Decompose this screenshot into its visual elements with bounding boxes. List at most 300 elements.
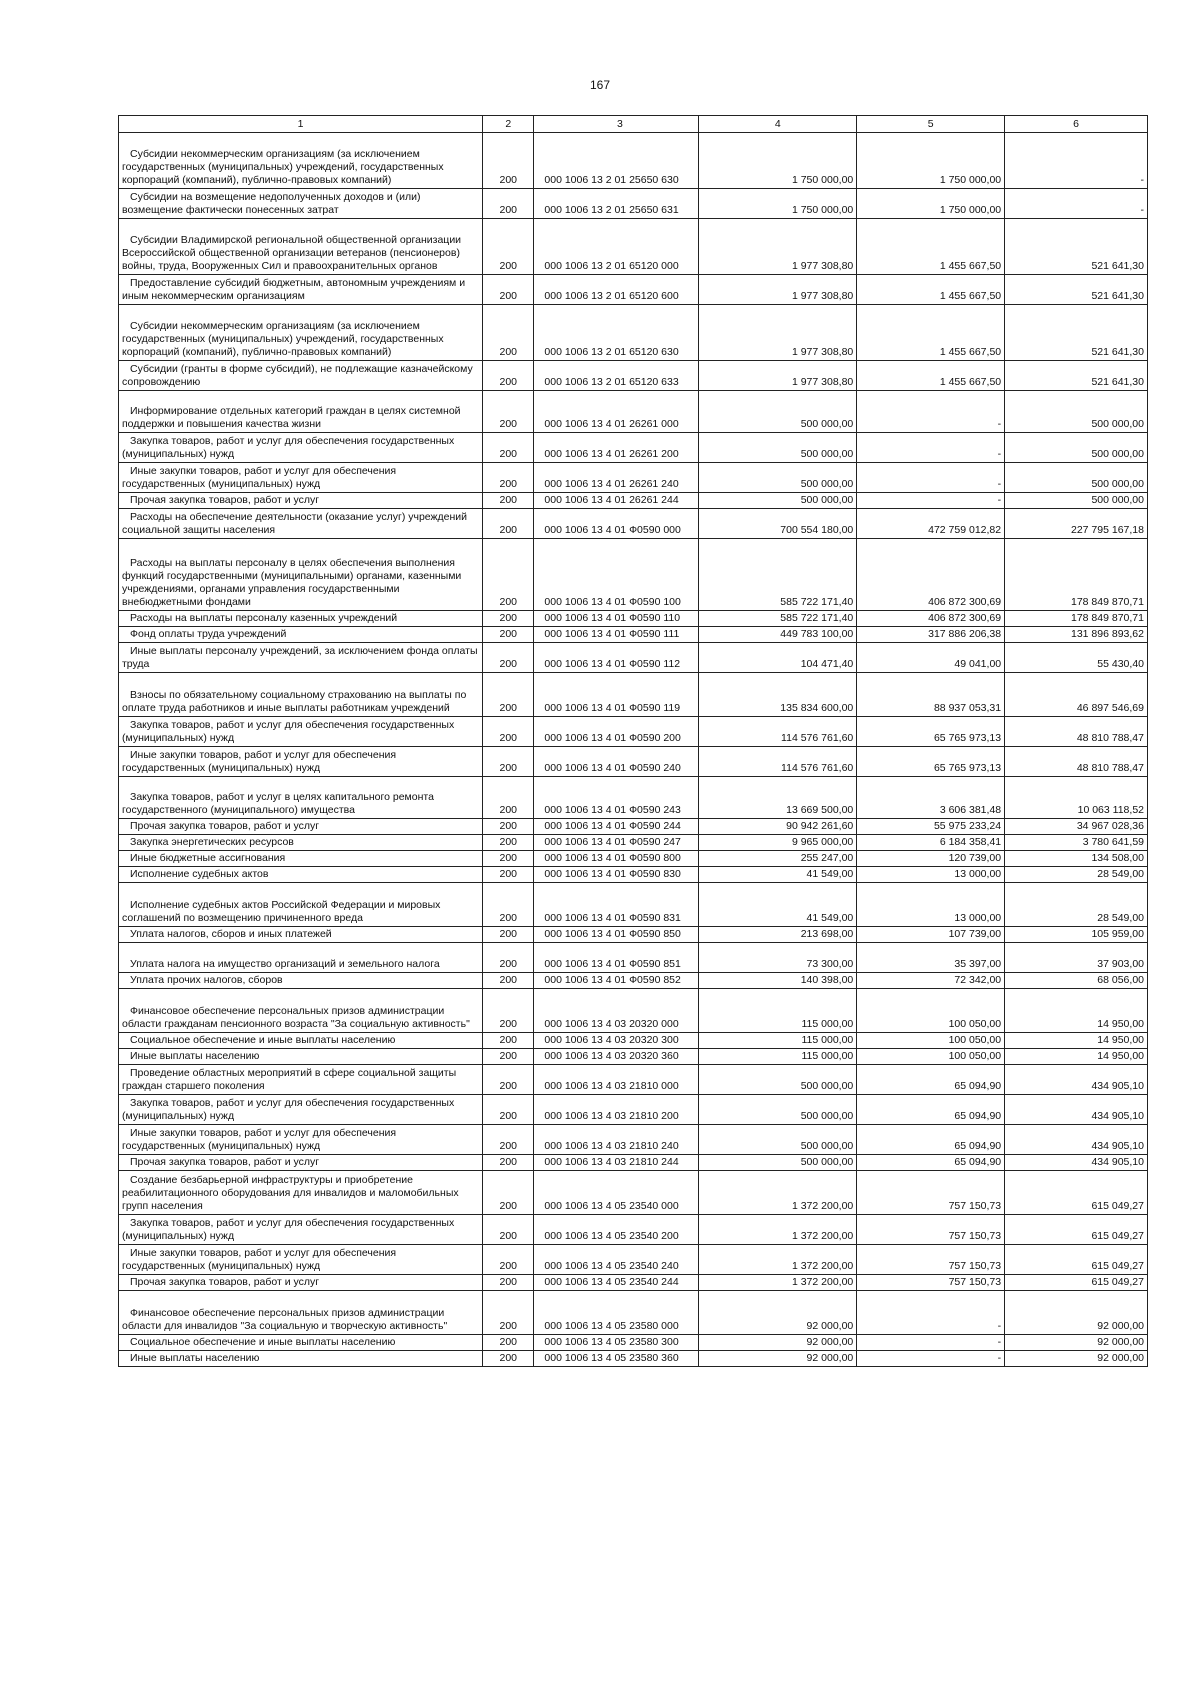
row-approved-cell: 500 000,00 xyxy=(699,1125,857,1155)
row-line-code-cell: 200 xyxy=(483,433,534,463)
row-unexecuted-cell: 10 063 118,52 xyxy=(1005,777,1148,819)
row-unexecuted-cell: 615 049,27 xyxy=(1005,1171,1148,1215)
row-name-cell xyxy=(119,1215,483,1245)
row-name-cell xyxy=(119,133,483,189)
row-name-text: Субсидии Владимирской региональной общественной организации Всероссийской общественной организации ветеранов (пенсионеров) войны, труда, Вооруженных Сил и правоохранительных органов xyxy=(122,234,462,272)
row-name-text: Предоставление субсидий бюджетным, автономным учреждениям и иным некоммерческим организациям xyxy=(122,277,466,302)
row-name-cell xyxy=(119,611,483,627)
row-name-text: Иные выплаты населению xyxy=(130,1050,260,1062)
row-unexecuted-cell: 28 549,00 xyxy=(1005,867,1148,883)
row-executed-cell: 757 150,73 xyxy=(857,1215,1005,1245)
row-approved-cell: 1 372 200,00 xyxy=(699,1275,857,1291)
row-name-text: Уплата прочих налогов, сборов xyxy=(130,974,283,986)
row-line-code-cell: 200 xyxy=(483,973,534,989)
row-name-cell xyxy=(119,673,483,717)
row-name-cell xyxy=(119,433,483,463)
row-budget-code-cell: 000 1006 13 4 01 Ф0590 243 xyxy=(534,777,699,819)
row-budget-code-cell: 000 1006 13 4 01 Ф0590 119 xyxy=(534,673,699,717)
row-name-cell xyxy=(119,1125,483,1155)
row-name-cell xyxy=(119,1095,483,1125)
row-executed-cell: 65 094,90 xyxy=(857,1155,1005,1171)
row-name-cell xyxy=(119,973,483,989)
row-approved-cell: 135 834 600,00 xyxy=(699,673,857,717)
row-name-text: Иные выплаты персоналу учреждений, за исключением фонда оплаты труда xyxy=(122,645,478,670)
row-line-code-cell: 200 xyxy=(483,1335,534,1351)
row-unexecuted-cell: 521 641,30 xyxy=(1005,219,1148,275)
row-name-text: Субсидии некоммерческим организациям (за исключением государственных (муниципальных) учреждений, государственных корпораций (компаний), публично-правовых компаний) xyxy=(122,320,444,358)
row-name-text: Прочая закупка товаров, работ и услуг xyxy=(130,494,320,506)
table-row xyxy=(119,777,1148,819)
row-unexecuted-cell: 178 849 870,71 xyxy=(1005,539,1148,611)
row-name-cell xyxy=(119,189,483,219)
row-line-code-cell: 200 xyxy=(483,1125,534,1155)
row-name-cell xyxy=(119,1155,483,1171)
row-executed-cell: 88 937 053,31 xyxy=(857,673,1005,717)
row-line-code-cell: 200 xyxy=(483,275,534,305)
row-approved-cell: 9 965 000,00 xyxy=(699,835,857,851)
table-row xyxy=(119,219,1148,275)
column-header-3: 3 xyxy=(534,116,699,133)
row-budget-code-cell: 000 1006 13 4 01 Ф0590 112 xyxy=(534,643,699,673)
row-name-cell xyxy=(119,627,483,643)
row-line-code-cell: 200 xyxy=(483,673,534,717)
row-budget-code-cell: 000 1006 13 4 03 21810 000 xyxy=(534,1065,699,1095)
row-budget-code-cell: 000 1006 13 4 05 23540 240 xyxy=(534,1245,699,1275)
table-row xyxy=(119,627,1148,643)
row-name-text: Расходы на выплаты персоналу в целях обеспечения выполнения функций государственными (муниципальными) органами, казенными учреждениями, органами управления государственными внебюджетными фондами xyxy=(122,557,462,608)
table-row xyxy=(119,819,1148,835)
row-line-code-cell: 200 xyxy=(483,835,534,851)
row-line-code-cell: 200 xyxy=(483,1215,534,1245)
row-name-cell xyxy=(119,927,483,943)
row-unexecuted-cell: 434 905,10 xyxy=(1005,1065,1148,1095)
row-unexecuted-cell: 131 896 893,62 xyxy=(1005,627,1148,643)
row-unexecuted-cell: 434 905,10 xyxy=(1005,1125,1148,1155)
row-name-text: Социальное обеспечение и иные выплаты населению xyxy=(130,1034,396,1046)
row-budget-code-cell: 000 1006 13 4 03 21810 244 xyxy=(534,1155,699,1171)
row-executed-cell: 317 886 206,38 xyxy=(857,627,1005,643)
row-approved-cell: 92 000,00 xyxy=(699,1291,857,1335)
row-budget-code-cell: 000 1006 13 4 01 Ф0590 850 xyxy=(534,927,699,943)
row-name-cell xyxy=(119,747,483,777)
row-executed-cell: 65 094,90 xyxy=(857,1095,1005,1125)
row-executed-cell: 72 342,00 xyxy=(857,973,1005,989)
row-unexecuted-cell: 227 795 167,18 xyxy=(1005,509,1148,539)
row-budget-code-cell: 000 1006 13 2 01 65120 600 xyxy=(534,275,699,305)
row-budget-code-cell: 000 1006 13 4 05 23580 300 xyxy=(534,1335,699,1351)
row-name-text: Расходы на выплаты персоналу казенных учреждений xyxy=(130,612,398,624)
row-name-cell xyxy=(119,493,483,509)
row-unexecuted-cell: 615 049,27 xyxy=(1005,1245,1148,1275)
table-row xyxy=(119,463,1148,493)
row-approved-cell: 1 750 000,00 xyxy=(699,189,857,219)
column-header-6: 6 xyxy=(1005,116,1148,133)
row-unexecuted-cell: 28 549,00 xyxy=(1005,883,1148,927)
row-line-code-cell: 200 xyxy=(483,463,534,493)
row-name-cell xyxy=(119,219,483,275)
row-budget-code-cell: 000 1006 13 4 01 Ф0590 100 xyxy=(534,539,699,611)
row-executed-cell: 1 455 667,50 xyxy=(857,219,1005,275)
table-row xyxy=(119,189,1148,219)
row-name-cell xyxy=(119,361,483,391)
row-approved-cell: 115 000,00 xyxy=(699,1033,857,1049)
row-name-text: Закупка товаров, работ и услуг для обеспечения государственных (муниципальных) нужд xyxy=(122,1217,455,1242)
row-budget-code-cell: 000 1006 13 4 01 Ф0590 247 xyxy=(534,835,699,851)
row-executed-cell: 35 397,00 xyxy=(857,943,1005,973)
row-unexecuted-cell: 521 641,30 xyxy=(1005,361,1148,391)
row-name-text: Субсидии некоммерческим организациям (за исключением государственных (муниципальных) учреждений, государственных корпораций (компаний), публично-правовых компаний) xyxy=(122,148,444,186)
row-unexecuted-cell: 14 950,00 xyxy=(1005,1049,1148,1065)
row-budget-code-cell: 000 1006 13 4 05 23540 244 xyxy=(534,1275,699,1291)
table-row xyxy=(119,717,1148,747)
row-approved-cell: 700 554 180,00 xyxy=(699,509,857,539)
row-budget-code-cell: 000 1006 13 4 01 Ф0590 830 xyxy=(534,867,699,883)
row-budget-code-cell: 000 1006 13 4 01 26261 244 xyxy=(534,493,699,509)
table-row xyxy=(119,509,1148,539)
row-budget-code-cell: 000 1006 13 4 05 23540 000 xyxy=(534,1171,699,1215)
table-row xyxy=(119,1275,1148,1291)
row-budget-code-cell: 000 1006 13 4 01 Ф0590 200 xyxy=(534,717,699,747)
row-name-cell xyxy=(119,275,483,305)
row-approved-cell: 1 372 200,00 xyxy=(699,1245,857,1275)
table-row xyxy=(119,1245,1148,1275)
row-unexecuted-cell: - xyxy=(1005,133,1148,189)
row-unexecuted-cell: 615 049,27 xyxy=(1005,1275,1148,1291)
row-name-text: Иные выплаты населению xyxy=(130,1352,260,1364)
table-row xyxy=(119,1291,1148,1335)
row-line-code-cell: 200 xyxy=(483,1171,534,1215)
table-row xyxy=(119,867,1148,883)
row-line-code-cell: 200 xyxy=(483,361,534,391)
table-row xyxy=(119,493,1148,509)
table-row xyxy=(119,433,1148,463)
row-name-cell xyxy=(119,851,483,867)
row-unexecuted-cell: 134 508,00 xyxy=(1005,851,1148,867)
row-line-code-cell: 200 xyxy=(483,883,534,927)
row-unexecuted-cell: 434 905,10 xyxy=(1005,1155,1148,1171)
row-executed-cell: 13 000,00 xyxy=(857,883,1005,927)
table-row xyxy=(119,943,1148,973)
row-line-code-cell: 200 xyxy=(483,1065,534,1095)
row-budget-code-cell: 000 1006 13 2 01 65120 630 xyxy=(534,305,699,361)
row-name-text: Закупка товаров, работ и услуг для обеспечения государственных (муниципальных) нужд xyxy=(122,719,455,744)
row-name-cell xyxy=(119,391,483,433)
row-approved-cell: 1 750 000,00 xyxy=(699,133,857,189)
table-row xyxy=(119,989,1148,1033)
row-name-text: Прочая закупка товаров, работ и услуг xyxy=(130,1276,320,1288)
row-budget-code-cell: 000 1006 13 4 03 21810 240 xyxy=(534,1125,699,1155)
row-name-text: Закупка товаров, работ и услуг для обеспечения государственных (муниципальных) нужд xyxy=(122,435,455,460)
row-approved-cell: 114 576 761,60 xyxy=(699,717,857,747)
row-line-code-cell: 200 xyxy=(483,777,534,819)
row-executed-cell: 100 050,00 xyxy=(857,1033,1005,1049)
row-approved-cell: 1 372 200,00 xyxy=(699,1171,857,1215)
row-approved-cell: 41 549,00 xyxy=(699,867,857,883)
row-budget-code-cell: 000 1006 13 4 01 Ф0590 240 xyxy=(534,747,699,777)
row-budget-code-cell: 000 1006 13 4 01 26261 000 xyxy=(534,391,699,433)
row-line-code-cell: 200 xyxy=(483,1155,534,1171)
row-name-cell xyxy=(119,989,483,1033)
row-line-code-cell: 200 xyxy=(483,867,534,883)
row-name-text: Взносы по обязательному социальному страхованию на выплаты по оплате труда работников и иные выплаты работникам учреждений xyxy=(122,689,467,714)
row-executed-cell: 13 000,00 xyxy=(857,867,1005,883)
row-budget-code-cell: 000 1006 13 4 01 26261 240 xyxy=(534,463,699,493)
row-budget-code-cell: 000 1006 13 4 01 Ф0590 000 xyxy=(534,509,699,539)
row-name-text: Иные закупки товаров, работ и услуг для обеспечения государственных (муниципальных) нужд xyxy=(122,1127,397,1152)
row-name-cell xyxy=(119,643,483,673)
row-name-cell xyxy=(119,1033,483,1049)
row-name-cell xyxy=(119,1291,483,1335)
row-approved-cell: 449 783 100,00 xyxy=(699,627,857,643)
table-row xyxy=(119,883,1148,927)
row-approved-cell: 1 372 200,00 xyxy=(699,1215,857,1245)
row-name-cell xyxy=(119,1351,483,1367)
row-executed-cell: - xyxy=(857,1351,1005,1367)
row-budget-code-cell: 000 1006 13 4 01 Ф0590 852 xyxy=(534,973,699,989)
page-number: 167 xyxy=(589,78,611,92)
row-executed-cell: 120 739,00 xyxy=(857,851,1005,867)
row-name-text: Социальное обеспечение и иные выплаты населению xyxy=(130,1336,396,1348)
row-executed-cell: - xyxy=(857,1291,1005,1335)
row-line-code-cell: 200 xyxy=(483,219,534,275)
row-name-text: Субсидии на возмещение недополученных доходов и (или) возмещение фактически понесенных затрат xyxy=(122,191,421,216)
row-approved-cell: 1 977 308,80 xyxy=(699,219,857,275)
row-unexecuted-cell: 615 049,27 xyxy=(1005,1215,1148,1245)
row-unexecuted-cell: 500 000,00 xyxy=(1005,433,1148,463)
row-approved-cell: 500 000,00 xyxy=(699,493,857,509)
row-approved-cell: 585 722 171,40 xyxy=(699,539,857,611)
table-row xyxy=(119,539,1148,611)
row-name-text: Уплата налогов, сборов и иных платежей xyxy=(130,928,332,940)
row-budget-code-cell: 000 1006 13 4 03 20320 000 xyxy=(534,989,699,1033)
row-unexecuted-cell: 55 430,40 xyxy=(1005,643,1148,673)
row-executed-cell: 107 739,00 xyxy=(857,927,1005,943)
table-row xyxy=(119,611,1148,627)
row-budget-code-cell: 000 1006 13 2 01 25650 630 xyxy=(534,133,699,189)
row-name-cell xyxy=(119,1275,483,1291)
row-executed-cell: 49 041,00 xyxy=(857,643,1005,673)
row-approved-cell: 1 977 308,80 xyxy=(699,275,857,305)
row-name-text: Уплата налога на имущество организаций и земельного налога xyxy=(130,958,440,970)
row-name-text: Иные бюджетные ассигнования xyxy=(130,852,286,864)
row-budget-code-cell: 000 1006 13 2 01 65120 633 xyxy=(534,361,699,391)
row-name-cell xyxy=(119,1171,483,1215)
row-executed-cell: - xyxy=(857,493,1005,509)
row-approved-cell: 114 576 761,60 xyxy=(699,747,857,777)
table-row xyxy=(119,133,1148,189)
row-name-text: Расходы на обеспечение деятельности (оказание услуг) учреждений социальной защиты населения xyxy=(122,511,468,536)
row-executed-cell: 65 094,90 xyxy=(857,1125,1005,1155)
table-row xyxy=(119,927,1148,943)
column-header-1: 1 xyxy=(119,116,483,133)
row-budget-code-cell: 000 1006 13 2 01 65120 000 xyxy=(534,219,699,275)
row-name-text: Иные закупки товаров, работ и услуг для обеспечения государственных (муниципальных) нужд xyxy=(122,749,397,774)
table-row xyxy=(119,1065,1148,1095)
row-name-cell xyxy=(119,1245,483,1275)
row-executed-cell: 100 050,00 xyxy=(857,1049,1005,1065)
row-name-cell xyxy=(119,883,483,927)
row-approved-cell: 500 000,00 xyxy=(699,463,857,493)
row-unexecuted-cell: 34 967 028,36 xyxy=(1005,819,1148,835)
row-unexecuted-cell: 500 000,00 xyxy=(1005,463,1148,493)
row-name-cell xyxy=(119,463,483,493)
row-budget-code-cell: 000 1006 13 4 03 21810 200 xyxy=(534,1095,699,1125)
row-unexecuted-cell: 3 780 641,59 xyxy=(1005,835,1148,851)
row-line-code-cell: 200 xyxy=(483,927,534,943)
row-executed-cell: - xyxy=(857,433,1005,463)
row-budget-code-cell: 000 1006 13 4 01 Ф0590 110 xyxy=(534,611,699,627)
row-unexecuted-cell: 178 849 870,71 xyxy=(1005,611,1148,627)
table-row xyxy=(119,1215,1148,1245)
row-unexecuted-cell: 92 000,00 xyxy=(1005,1351,1148,1367)
row-approved-cell: 140 398,00 xyxy=(699,973,857,989)
table-row xyxy=(119,1335,1148,1351)
row-name-text: Субсидии (гранты в форме субсидий), не подлежащие казначейскому сопровождению xyxy=(122,363,473,388)
row-line-code-cell: 200 xyxy=(483,943,534,973)
row-approved-cell: 115 000,00 xyxy=(699,1049,857,1065)
table-row xyxy=(119,305,1148,361)
budget-execution-table xyxy=(118,115,1148,1367)
row-name-cell xyxy=(119,777,483,819)
row-line-code-cell: 200 xyxy=(483,1291,534,1335)
row-name-cell xyxy=(119,509,483,539)
row-line-code-cell: 200 xyxy=(483,133,534,189)
row-line-code-cell: 200 xyxy=(483,819,534,835)
row-approved-cell: 92 000,00 xyxy=(699,1335,857,1351)
row-approved-cell: 41 549,00 xyxy=(699,883,857,927)
row-executed-cell: - xyxy=(857,463,1005,493)
row-executed-cell: 65 765 973,13 xyxy=(857,717,1005,747)
row-executed-cell: 757 150,73 xyxy=(857,1171,1005,1215)
row-line-code-cell: 200 xyxy=(483,1049,534,1065)
row-executed-cell: 55 975 233,24 xyxy=(857,819,1005,835)
table-row xyxy=(119,1125,1148,1155)
row-unexecuted-cell: 48 810 788,47 xyxy=(1005,747,1148,777)
table-row xyxy=(119,973,1148,989)
row-name-text: Проведение областных мероприятий в сфере социальной защиты граждан старшего поколения xyxy=(122,1067,457,1092)
row-unexecuted-cell: 500 000,00 xyxy=(1005,391,1148,433)
row-budget-code-cell: 000 1006 13 4 05 23580 000 xyxy=(534,1291,699,1335)
row-approved-cell: 585 722 171,40 xyxy=(699,611,857,627)
row-executed-cell: 406 872 300,69 xyxy=(857,539,1005,611)
row-name-text: Закупка товаров, работ и услуг в целях капитального ремонта государственного (муниципального) имущества xyxy=(122,791,434,816)
row-line-code-cell: 200 xyxy=(483,643,534,673)
row-name-text: Исполнение судебных актов xyxy=(130,868,269,880)
row-executed-cell: - xyxy=(857,1335,1005,1351)
row-approved-cell: 104 471,40 xyxy=(699,643,857,673)
row-budget-code-cell: 000 1006 13 4 01 Ф0590 800 xyxy=(534,851,699,867)
row-budget-code-cell: 000 1006 13 4 01 Ф0590 111 xyxy=(534,627,699,643)
row-line-code-cell: 200 xyxy=(483,305,534,361)
row-name-cell xyxy=(119,1065,483,1095)
row-name-text: Исполнение судебных актов Российской Федерации и мировых соглашений по возмещению причиненного вреда xyxy=(122,899,441,924)
table-row xyxy=(119,747,1148,777)
row-line-code-cell: 200 xyxy=(483,627,534,643)
row-approved-cell: 90 942 261,60 xyxy=(699,819,857,835)
row-name-cell xyxy=(119,305,483,361)
row-name-cell xyxy=(119,819,483,835)
table-row xyxy=(119,275,1148,305)
row-name-text: Прочая закупка товаров, работ и услуг xyxy=(130,820,320,832)
row-name-text: Создание безбарьерной инфраструктуры и приобретение реабилитационного оборудования для инвалидов и маломобильных групп населения xyxy=(122,1174,459,1212)
table-row xyxy=(119,361,1148,391)
row-executed-cell: 757 150,73 xyxy=(857,1275,1005,1291)
row-executed-cell: 6 184 358,41 xyxy=(857,835,1005,851)
table-row xyxy=(119,1171,1148,1215)
table-row xyxy=(119,835,1148,851)
row-executed-cell: 1 455 667,50 xyxy=(857,305,1005,361)
row-approved-cell: 115 000,00 xyxy=(699,989,857,1033)
column-number-header-row xyxy=(119,116,1148,133)
row-executed-cell: 1 455 667,50 xyxy=(857,275,1005,305)
row-line-code-cell: 200 xyxy=(483,493,534,509)
table-row xyxy=(119,1095,1148,1125)
row-unexecuted-cell: 521 641,30 xyxy=(1005,275,1148,305)
row-approved-cell: 500 000,00 xyxy=(699,1095,857,1125)
row-approved-cell: 1 977 308,80 xyxy=(699,361,857,391)
table-row xyxy=(119,851,1148,867)
row-name-cell xyxy=(119,835,483,851)
row-unexecuted-cell: 46 897 546,69 xyxy=(1005,673,1148,717)
row-approved-cell: 500 000,00 xyxy=(699,391,857,433)
row-budget-code-cell: 000 1006 13 4 01 Ф0590 831 xyxy=(534,883,699,927)
row-line-code-cell: 200 xyxy=(483,1095,534,1125)
row-executed-cell: - xyxy=(857,391,1005,433)
row-budget-code-cell: 000 1006 13 4 03 20320 360 xyxy=(534,1049,699,1065)
table-row xyxy=(119,1351,1148,1367)
row-approved-cell: 255 247,00 xyxy=(699,851,857,867)
row-unexecuted-cell: 92 000,00 xyxy=(1005,1291,1148,1335)
row-line-code-cell: 200 xyxy=(483,1245,534,1275)
row-budget-code-cell: 000 1006 13 4 05 23540 200 xyxy=(534,1215,699,1245)
table-row xyxy=(119,1155,1148,1171)
row-unexecuted-cell: 92 000,00 xyxy=(1005,1335,1148,1351)
row-unexecuted-cell: - xyxy=(1005,189,1148,219)
row-budget-code-cell: 000 1006 13 4 03 20320 300 xyxy=(534,1033,699,1049)
row-name-text: Финансовое обеспечение персональных призов администрации области гражданам пенсионного возраста "За социальную активность" xyxy=(122,1005,470,1030)
row-executed-cell: 65 094,90 xyxy=(857,1065,1005,1095)
row-line-code-cell: 200 xyxy=(483,747,534,777)
row-executed-cell: 406 872 300,69 xyxy=(857,611,1005,627)
row-name-text: Финансовое обеспечение персональных призов администрации области для инвалидов "За социальную и творческую активность" xyxy=(122,1307,448,1332)
row-executed-cell: 1 750 000,00 xyxy=(857,133,1005,189)
row-approved-cell: 92 000,00 xyxy=(699,1351,857,1367)
column-header-5: 5 xyxy=(857,116,1005,133)
row-line-code-cell: 200 xyxy=(483,539,534,611)
row-unexecuted-cell: 37 903,00 xyxy=(1005,943,1148,973)
row-name-cell xyxy=(119,717,483,747)
row-name-cell xyxy=(119,867,483,883)
table-row xyxy=(119,1033,1148,1049)
row-executed-cell: 3 606 381,48 xyxy=(857,777,1005,819)
table-row xyxy=(119,673,1148,717)
row-approved-cell: 73 300,00 xyxy=(699,943,857,973)
row-line-code-cell: 200 xyxy=(483,989,534,1033)
row-name-text: Закупка товаров, работ и услуг для обеспечения государственных (муниципальных) нужд xyxy=(122,1097,455,1122)
row-name-cell xyxy=(119,943,483,973)
row-line-code-cell: 200 xyxy=(483,509,534,539)
row-unexecuted-cell: 521 641,30 xyxy=(1005,305,1148,361)
row-unexecuted-cell: 105 959,00 xyxy=(1005,927,1148,943)
row-budget-code-cell: 000 1006 13 4 01 Ф0590 851 xyxy=(534,943,699,973)
row-line-code-cell: 200 xyxy=(483,1275,534,1291)
row-unexecuted-cell: 434 905,10 xyxy=(1005,1095,1148,1125)
column-header-4: 4 xyxy=(699,116,857,133)
row-line-code-cell: 200 xyxy=(483,1033,534,1049)
row-line-code-cell: 200 xyxy=(483,391,534,433)
row-executed-cell: 472 759 012,82 xyxy=(857,509,1005,539)
table-row xyxy=(119,1049,1148,1065)
